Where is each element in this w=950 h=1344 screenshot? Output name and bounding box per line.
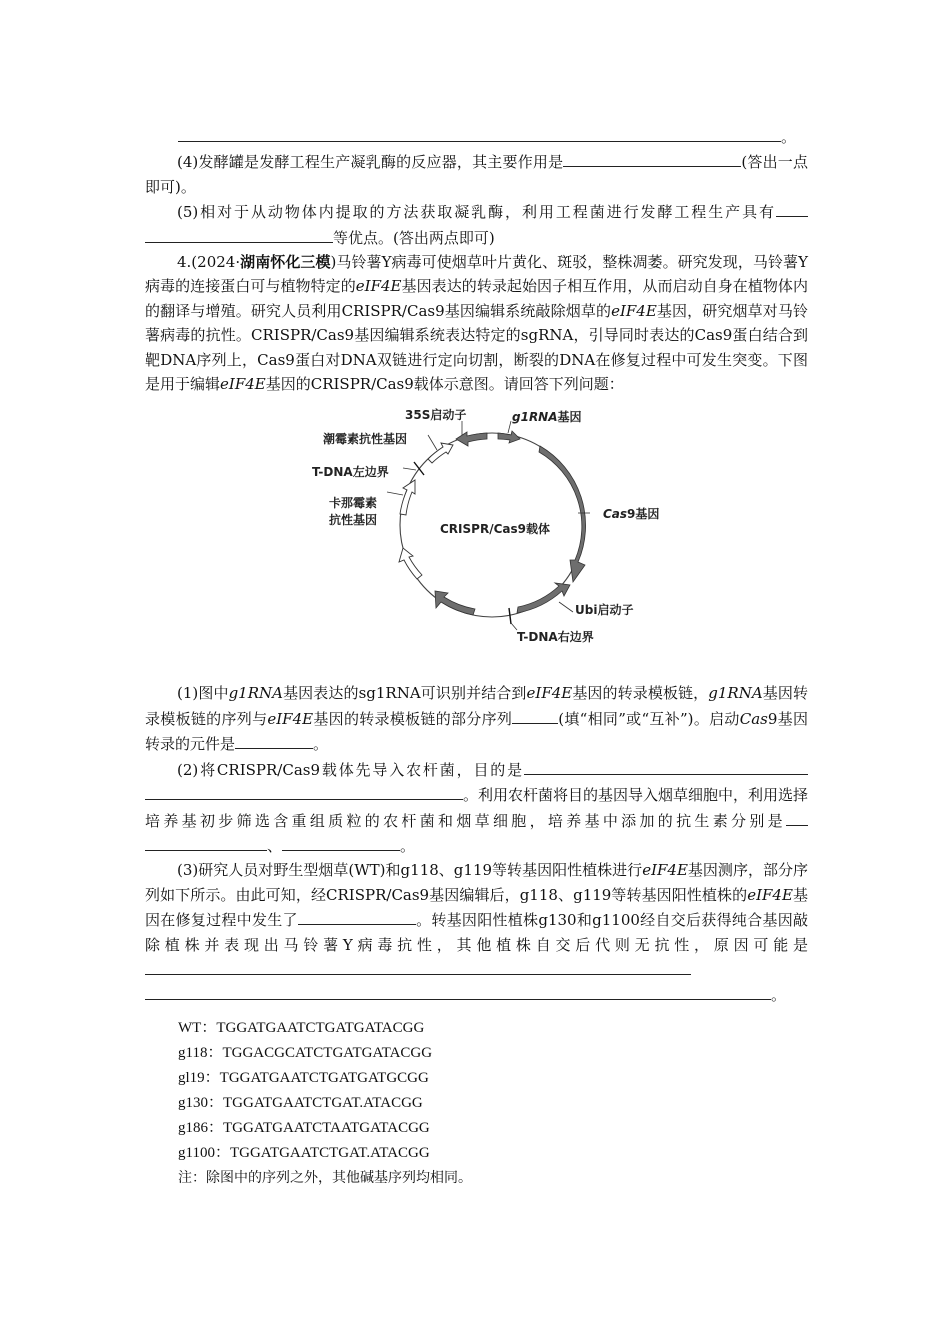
sequence-wt: WT：TGGATGAATCTGATGATACGG [178,1019,425,1036]
subquestion-2: (2)将CRISPR/Cas9载体先导入农杆菌，目的是。利用农杆菌将目的基因导入烟草细胞中，利用选择培养基初步筛选含重组质粒的农杆菌和烟草细胞，培养基中添加的抗生素分别是、 。 [145,757,808,859]
sequence-g118: g118：TGGACGCATCTGATGATACGG [178,1044,433,1061]
label-tdna-right: T-DNA右边界 [517,630,594,645]
label-tdna-left: T-DNA左边界 [312,465,389,480]
sequence-g119: gl19：TGGATGAATCTGATGATGCGG [178,1069,429,1086]
label-ubi-promoter: Ubi启动子 [575,603,634,618]
label-35s-promoter: 35S启动子 [405,408,467,423]
blank[interactable] [235,731,313,749]
white-arrow-lower [399,548,422,579]
plasmid-svg [145,402,808,677]
blank[interactable] [786,808,808,826]
sequence-note: 注：除图中的序列之外，其他碱基序列均相同。 [178,1169,472,1186]
hygromycin-gene-arrow [428,443,453,463]
question-prev-4: (4)发酵罐是发酵工程生产凝乳酶的反应器，其主要作用是 (答出一点即可)。 [145,149,808,199]
blank[interactable] [145,225,333,243]
blank[interactable] [524,757,808,775]
sequence-g186: g186：TGGATGAATCTAATGATACGG [178,1119,430,1136]
g1rna-gene-arrow [498,431,520,443]
label-g1rna-gene: g1RNA基因 [512,410,582,425]
question-4-intro: 4.(2024·湖南怀化三模)马铃薯Y病毒可使烟草叶片黄化、斑驳，整株凋萎。研究发现，马铃薯Y病毒的连接蛋白可与植物特定的eIF4E基因表达的转录起始因子相互作用，从而启动自身在植物体内的翻译与增殖。研究人员利用CRISPR/Cas9基因编辑系统敲除烟草的eIF4E基因，研究烟草对马铃薯病毒的抗性。CRISPR/Cas9基因编辑系统表达特定的sgRNA，引导同时表达的Cas9蛋白结合到靶DNA序列上，Cas9蛋白对DNA双链进行定向切割，断裂的DNA在修复过程中可发生突变。下图是用于编辑eIF4E基因的CRISPR/Cas9载体示意图。请回答下列问题： [145,253,808,394]
question-source: 湖南怀化三模 [240,253,331,272]
blank[interactable] [145,957,691,975]
subquestion-3: (3)研究人员对野生型烟草(WT)和g118、g119等转基因阳性植株进行eIF4E基因测序，部分序列如下所示。由此可知，经CRISPR/Cas9基因编辑后，g118、g119等转基因阳性植株的eIF4E基因在修复过程中发生了 。转基因阳性植株g130和g1100经自交后获得纯合基因敲除植株并表现出马铃薯Y病毒抗性，其他植株自交后代则无抗性，原因可能是。 [145,861,808,1005]
sequence-g130: g130：TGGATGAATCTGAT.ATACGG [178,1094,423,1111]
ubi-promoter-arrow [517,583,570,613]
blank[interactable] [145,833,267,851]
lower-grey-arrow [435,591,475,615]
page-content [145,124,808,1191]
blank[interactable] [145,982,771,1000]
35s-promoter-arrow [456,432,487,446]
question-prev-5: (5)相对于从动物体内提取的方法获取凝乳酶，利用工程菌进行发酵工程生产具有等优点。(答出两点即可) [145,199,808,250]
label-kanamycin-2: 抗性基因 [329,513,378,528]
label-hygromycin-gene: 潮霉素抗性基因 [323,432,408,447]
sequence-g1100: g1100：TGGATGAATCTGAT.ATACGG [178,1144,430,1161]
blank[interactable] [512,706,558,724]
label-kanamycin-1: 卡那霉素 [329,496,378,511]
label-cas9-gene: Cas9基因 [603,507,660,522]
blank[interactable] [776,199,808,217]
plasmid-diagram [145,402,808,677]
blank[interactable] [145,782,463,800]
blank[interactable] [178,124,781,142]
cas9-gene-arrow [539,446,586,582]
kanamycin-gene-arrow [400,480,415,515]
tdna-right-tick [509,608,511,624]
blank[interactable] [563,149,741,167]
blank[interactable] [282,833,400,851]
label-vector-center: CRISPR/Cas9载体 [440,522,550,537]
answer-line-prev: 。 [145,124,808,149]
subquestion-1: (1)图中g1RNA基因表达的sg1RNA可识别并结合到eIF4E基因的转录模板链，g1RNA基因转录模板链的序列与eIF4E基因的转录模板链的部分序列 (填“相同”或“互补”)。启动Cas9基因转录的元件是 。 [145,684,808,754]
blank[interactable] [298,907,416,925]
